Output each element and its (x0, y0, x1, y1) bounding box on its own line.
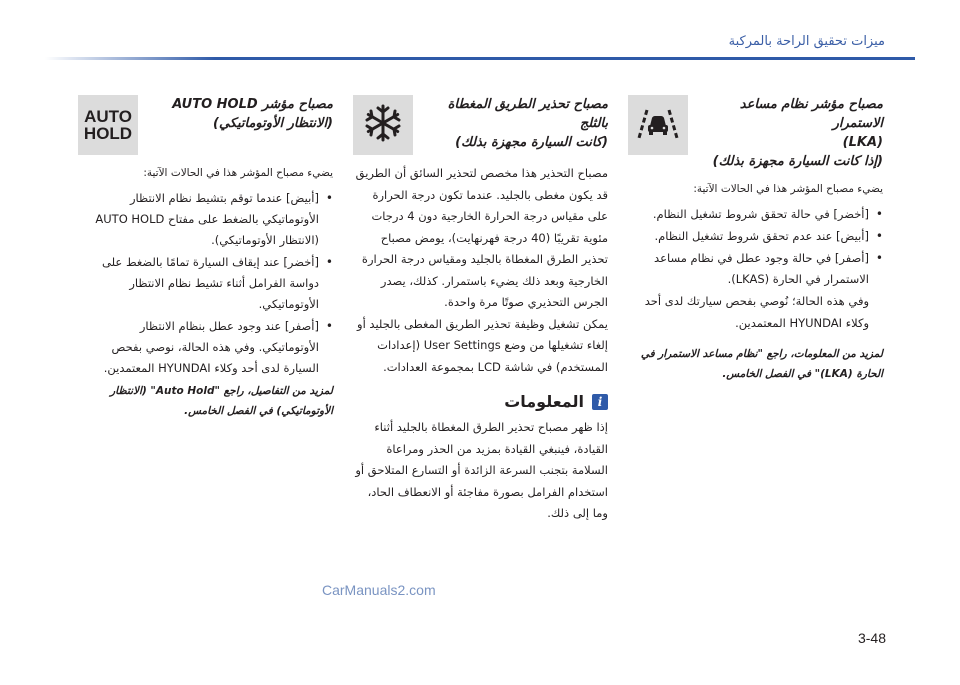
list-item: • [أبيض] عند عدم تحقق شروط تشغيل النظام. (628, 226, 883, 247)
list-item: • [أصفر] في حالة وجود عطل في نظام مساعد الاستمرار في الحارة (LKAS). (628, 248, 883, 290)
lka-indicator-box (628, 95, 688, 155)
icy-road-indicator-box (353, 95, 413, 155)
chapter-title: ميزات تحقيق الراحة بالمركبة (728, 34, 885, 49)
column-auto-hold (78, 95, 333, 432)
header-rule-fade (45, 57, 215, 60)
lka-title-line1: مصباح مؤشر نظام مساعد الاستمرار (739, 97, 883, 131)
icy-title-line1: مصباح تحذير الطريق المغطاة بالثلج (447, 97, 608, 131)
list-item: • [أخضر] في حالة تحقق شروط تشغيل النظام. (628, 204, 883, 225)
snowflake-icon (363, 103, 403, 147)
auto-hold-note: لمزيد من التفاصيل، راجع "Auto Hold" (الانتظار الأوتوماتيكي) في الفصل الخامس. (110, 385, 333, 417)
icy-road-body: مصباح التحذير هذا مخصص لتحذير السائق أن الطريق قد يكون مغطى بالجليد. عندما تكون درجة الحرارة على مقياس درجة الحرارة الخارجية دون 4 درجات مئوية تقريبًا (40 درجة فهرنهايت)، يومض مصباح تحذير الطرق المغطاة بالجليد ومقياس درجة الحرارة الخارجية وبعد ذلك يضيء باستمرار. كذلك، يصدر الجرس التحذيري صوتًا مرة واحدة. (355, 166, 608, 309)
auto-hold-title-line1: مصباح مؤشر AUTO HOLD (172, 97, 333, 112)
lka-followup: وفي هذه الحالة؛ نُوصي بفحص سيارتك لدى أحد وكلاء HYUNDAI المعتمدين. (644, 294, 869, 330)
auto-hold-icon (84, 108, 132, 142)
auto-hold-indicator-box (78, 95, 138, 155)
lka-intro: يضيء مصباح المؤشر هذا في الحالات الآتية: (693, 183, 883, 195)
info-title: المعلومات (504, 392, 584, 411)
column-icy-road (353, 95, 608, 525)
auto-hold-intro: يضيء مصباح المؤشر هذا في الحالات الآتية: (143, 167, 333, 179)
page-number: 3-48 (857, 630, 886, 646)
auto-hold-title-line2: (الانتظار الأوتوماتيكي) (213, 116, 333, 131)
icy-road-body2: يمكن تشغيل وظيفة تحذير الطريق المغطى بالجليد أو إلغاء تشغيلها من وضع User Settings (إعدادات المستخدم) في شاشة LCD بمجموعة العدادات. (357, 316, 608, 374)
auto-hold-icon-line2: HOLD (83, 124, 133, 143)
lane-keeping-icon (635, 104, 681, 146)
watermark: CarManuals2.com (322, 582, 436, 598)
lka-note: لمزيد من المعلومات، راجع "نظام مساعد الاستمرار في الحارة (LKA)" في الفصل الخامس. (640, 348, 883, 380)
list-item: • [أخضر] عند إيقاف السيارة تمامًا بالضغط على دواسة الفرامل أثناء تشيط نظام الانتظار الأوتوماتيكي. (78, 252, 333, 315)
icy-title-line2: (كانت السيارة مجهزة بذلك) (455, 135, 608, 150)
auto-hold-bullets (78, 188, 333, 379)
auto-hold-icon-line1: AUTO (84, 107, 132, 126)
info-heading (353, 392, 608, 411)
lka-bullets (628, 204, 883, 290)
info-text: إذا ظهر مصباح تحذير الطرق المغطاة بالجليد أثناء القيادة، فينبغي القيادة بمزيد من الحذر ومراعاة السلامة بتجنب السرعة الزائدة أو التسارع المتلاحق أو استخدام الفرامل بصورة مفاجئة أو الانعطاف الحاد، وما إلى ذلك. (355, 420, 608, 520)
lka-title-line3: (إذا كانت السيارة مجهزة بذلك) (712, 154, 883, 169)
info-icon: i (592, 394, 608, 410)
lka-title-line2: (LKA) (842, 135, 883, 150)
column-lka (628, 95, 883, 395)
list-item: • [أصفر] عند وجود عطل بنظام الانتظار الأوتوماتيكي. وفي هذه الحالة، نوصي بفحص السيارة لدى أحد وكلاء HYUNDAI المعتمدين. (78, 316, 333, 379)
list-item: • [أبيض] عندما توقم بتشيط نظام الانتظار الأوتوماتيكي بالضغط على مفتاح AUTO HOLD (الانتظار الأوتوماتيكي). (78, 188, 333, 251)
